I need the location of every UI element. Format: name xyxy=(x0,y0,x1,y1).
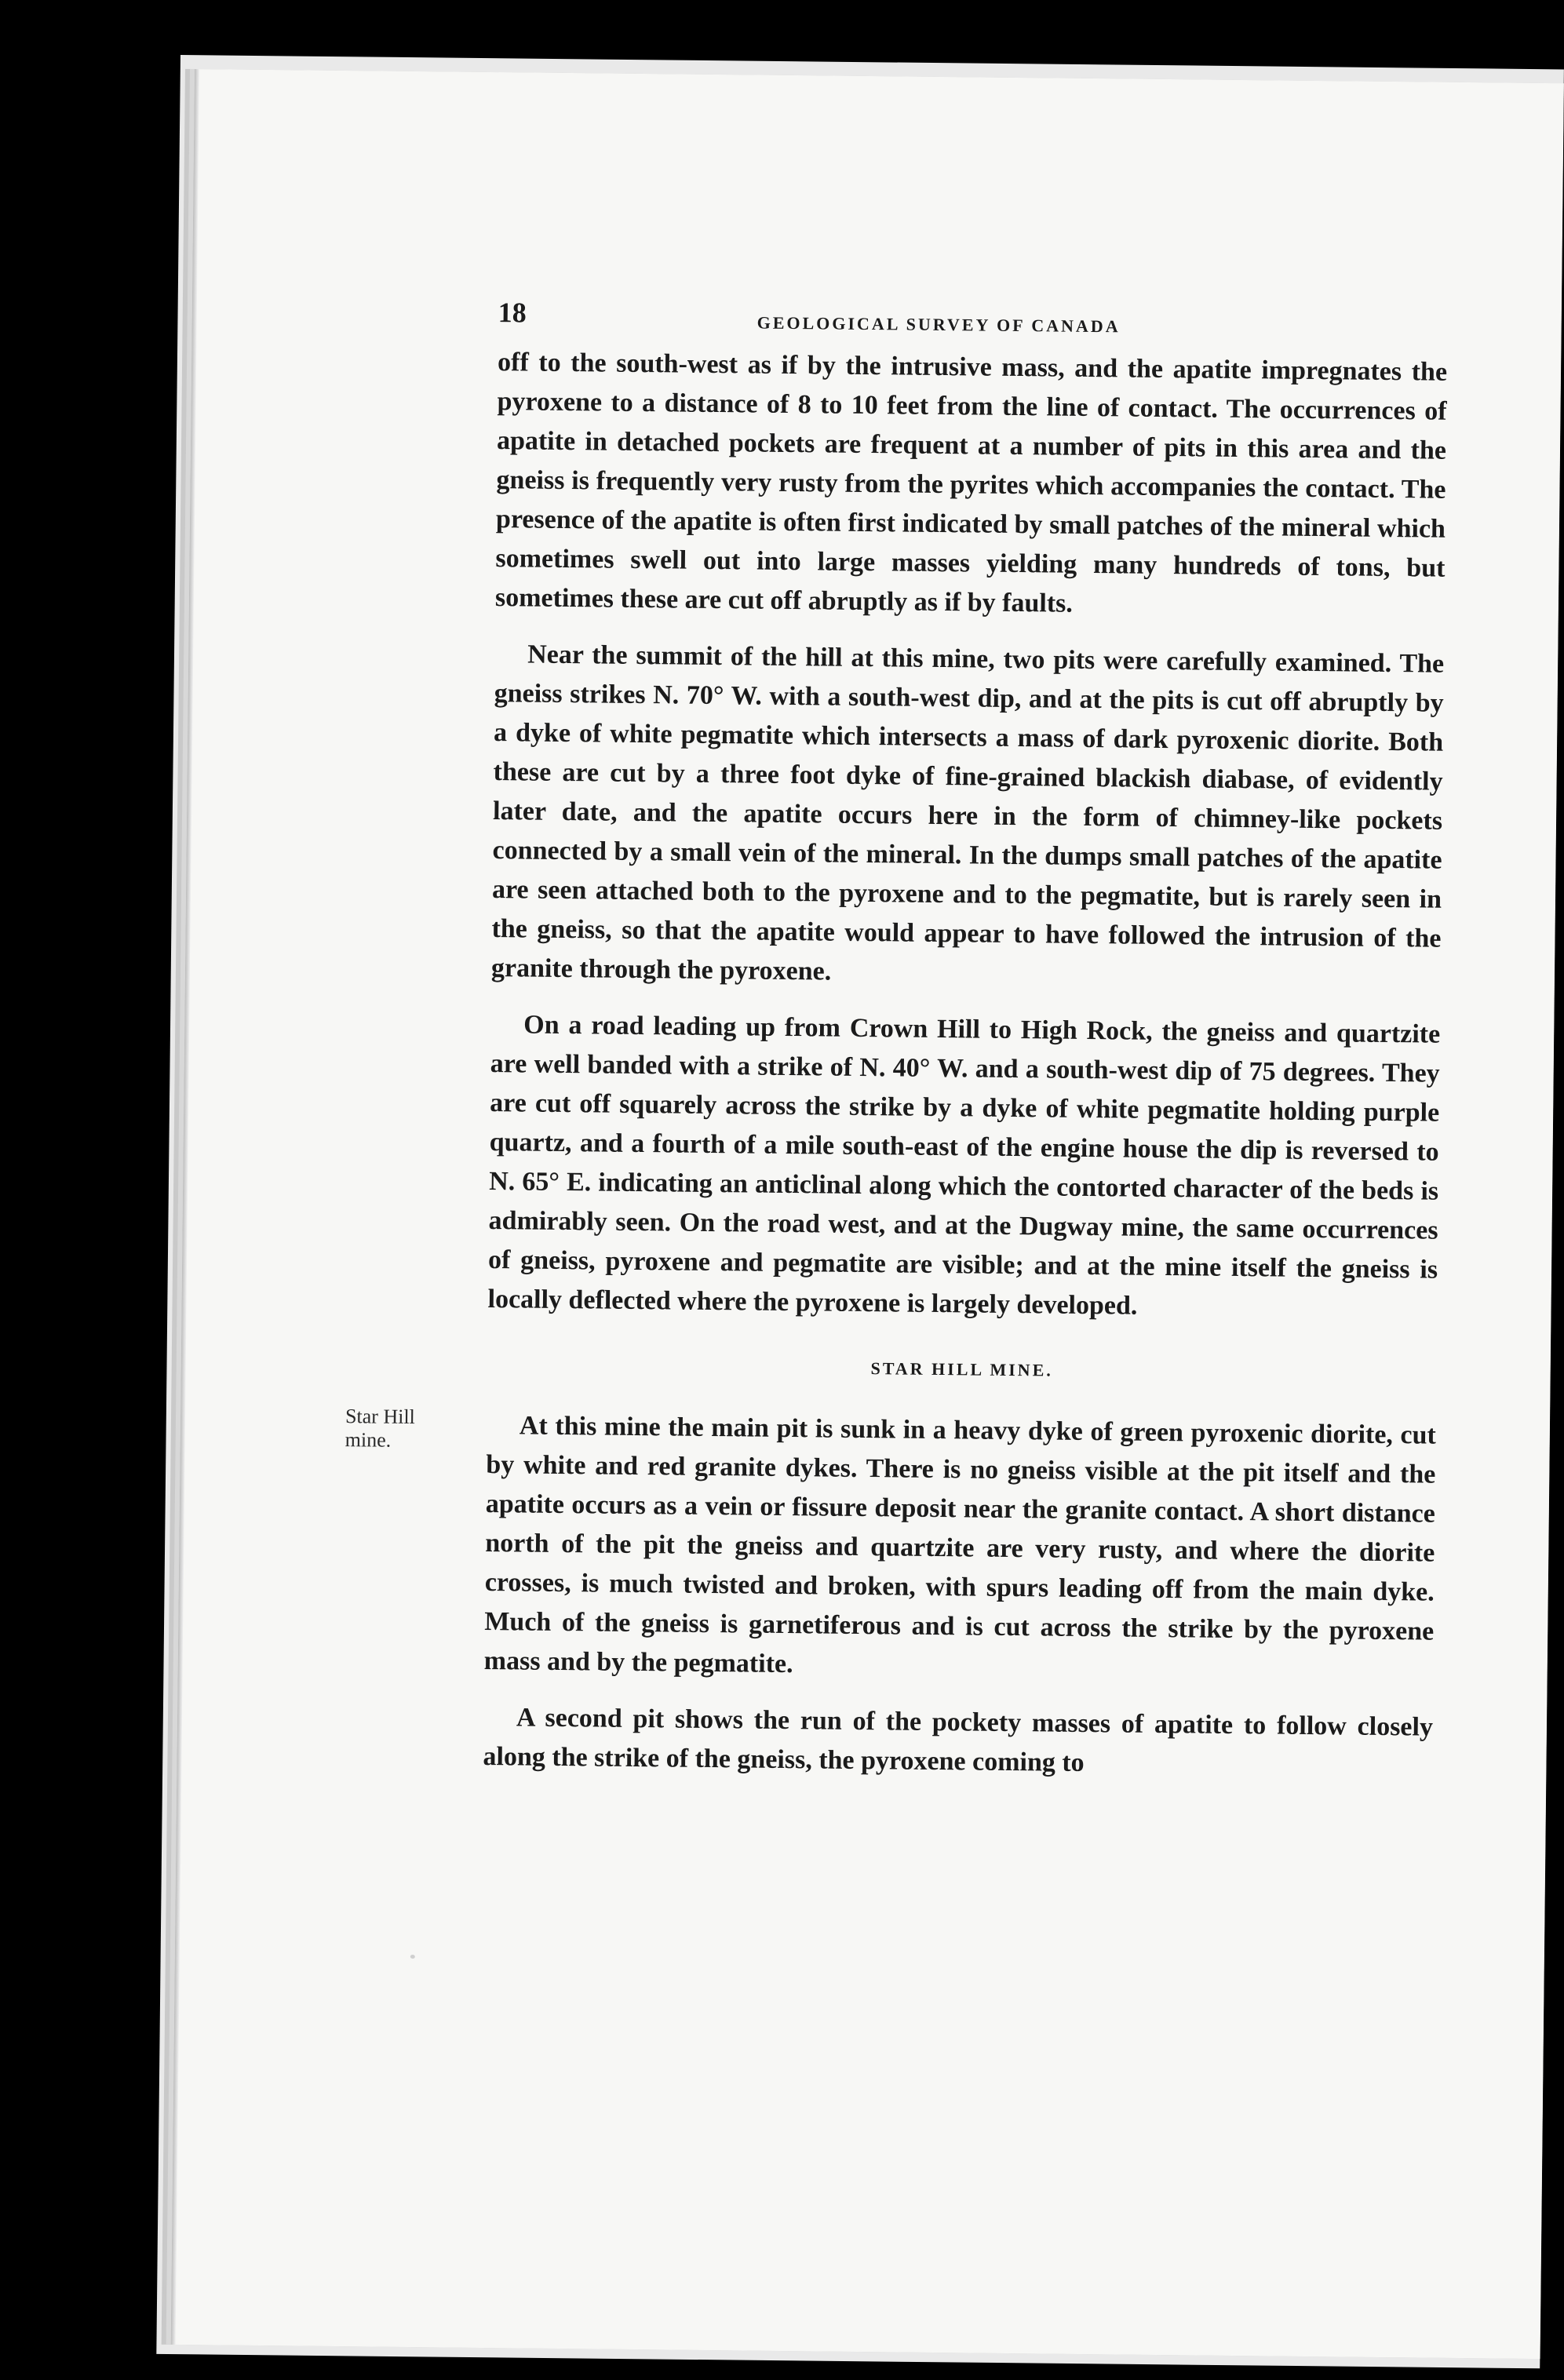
paragraph-2: Near the summit of the hill at this mine, two pits were carefully examined. The gneiss strikes N. 70° W. with a south-west dip, and at the pits is cut off abruptly by a dyke of white pegmatite which intersects a mass of dark pyroxenic diorite. Both these are cut by a three foot dyke of fine-grained blackish diabase, of evidently later date, and the apatite occurs here in the form of chimney-like pockets connected by a small vein of the mineral. In the dumps small patches of the apatite are seen attached both to the pyroxene and to the pegmatite, but is rarely seen in the gneiss, so that the apatite would appear to have followed the intrusion of the granite through the pyroxene. xyxy=(490,640,1445,986)
page-content xyxy=(345,296,1448,1804)
paragraph-3: On a road leading up from Crown Hill to High Rock, the gneiss and quartzite are well banded with a strike of N. 40° W. and a south-west dip of 75 degrees. They are cut off squarely across the strike by a dyke of white pegmatite holding purple quartz, and a fourth of a mile south-east of the engine house the dip is reversed to N. 65° E. indicating an anticlinal along which the contorted character of the beds is admirably seen. On the road west, and at the Dugway mine, the same occurrences of gneiss, pyroxene and pegmatite are visible; and at the mine itself the gneiss is locally deflected where the pyroxene is largely developed. xyxy=(487,1010,1441,1321)
page-number: 18 xyxy=(498,297,527,329)
section-body xyxy=(345,1405,1437,1787)
scan-speck xyxy=(410,1955,415,1959)
margin-note: Star Hill mine. xyxy=(345,1405,416,1452)
section-paragraph-1: At this mine the main pit is sunk in a heavy dyke of green pyroxenic diorite, cut by white and red granite dykes. There is no gneiss visible at the pit itself and the apatite occurs as a vein or fissure deposit near the granite contact. A short distance north of the pit the gneiss and quartzite are very rusty, and where the diorite crosses, is much twisted and broken, with spurs leading off from the main dyke. Much of the gneiss is garnetiferous and is cut across the strike by the pyroxene mass and by the pegmatite. xyxy=(483,1411,1437,1679)
running-head: GEOLOGICAL SURVEY OF CANADA xyxy=(756,312,1121,337)
section-paragraph-2: A second pit shows the run of the pockety masses of apatite to follow closely along the strike of the gneiss, the pyroxene coming to xyxy=(483,1703,1434,1777)
document-page xyxy=(171,69,1564,2359)
section-heading: STAR HILL MINE. xyxy=(870,1358,1053,1380)
paragraph-1: off to the south-west as if by the intrusive mass, and the apatite impregnates the pyroxene to a distance of 8 to 10 feet from the line of contact. The occurrences of apatite in detached pockets are frequent at a number of pits in this area and the gneiss is frequently very rusty from the pyrites which accompanies the contact. The presence of the apatite is often first indicated by small patches of the mineral which sometimes swell out into large masses yielding many hundreds of tons, but sometimes these are cut off abruptly as if by faults. xyxy=(494,348,1448,618)
page-header xyxy=(498,296,1448,353)
